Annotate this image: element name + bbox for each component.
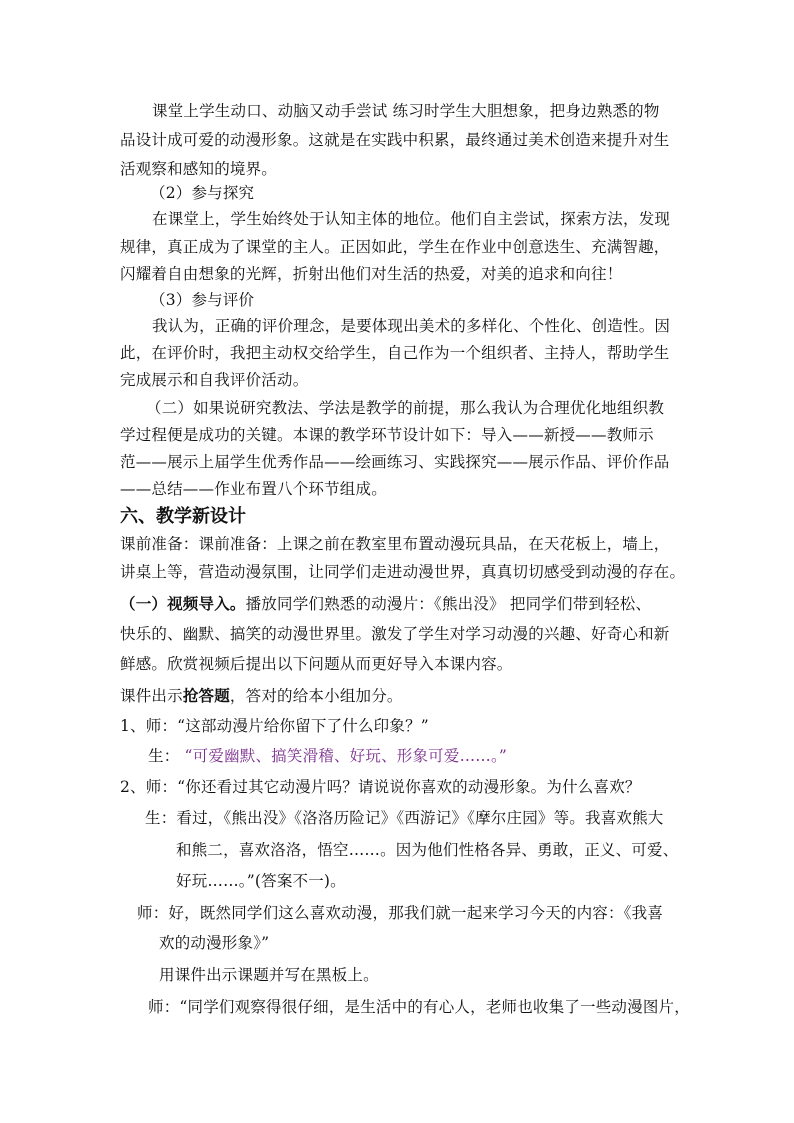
q1-teacher: 1、师：“这部动漫片给你留下了什么印象？” xyxy=(120,717,429,735)
q2-student-line2: 和熊二，喜欢洛洛，悟空……。因为他们性格各异、勇敢，正义、可爱、 xyxy=(176,841,679,859)
quiz-pre: 课件出示 xyxy=(120,687,183,705)
para1-line1: 课堂上学生动口、动脑又动手尝试 练习时学生大胆想象，把身边熟悉的物 xyxy=(152,102,660,120)
para4-line2: 学过程便是成功的关键。本课的教学环节设计如下：导入——新授——教师示 xyxy=(120,426,654,444)
subheading-participate-evaluate: （3）参与评价 xyxy=(150,291,255,309)
para3-line3: 完成展示和自我评价活动。 xyxy=(120,371,309,389)
teacher3-line1: 师：好，既然同学们这么喜欢动漫，那我们就一起来学习今天的内容：《我喜 xyxy=(137,904,664,922)
para4-line4: ——总结——作业布置八个环节组成。 xyxy=(120,480,387,498)
intro-line2: 快乐的、幽默、搞笑的动漫世界里。激发了学生对学习动漫的兴趣、好奇心和新 xyxy=(120,625,670,643)
para2-line2: 规律，真正成为了课堂的主人。正因如此，学生在作业中创意迭生、充满智趣， xyxy=(120,238,670,256)
q1-student-answer: “可爱幽默、搞笑滑稽、好玩、形象可爱……。” xyxy=(184,747,508,765)
teacher3-line2: 欢的动漫形象》” xyxy=(159,934,270,952)
q1-student-label: 生： xyxy=(148,747,180,765)
section-heading-new-design: 六、教学新设计 xyxy=(120,506,246,527)
q1-student xyxy=(148,746,507,766)
para3-line1: 我认为，正确的评价理念，是要体现出美术的多样化、个性化、创造性。因 xyxy=(152,317,671,335)
q2-student-line3: 好玩……。”(答案不一)。 xyxy=(176,872,346,890)
intro-line1-text: 播放同学们熟悉的动漫片：《熊出没》 把同学们带到轻松、 xyxy=(245,595,652,613)
intro-line3: 鲜感。欣赏视频后提出以下问题从而更好导入本课内容。 xyxy=(120,655,513,673)
para4-line3: 范——展示上届学生优秀作品——绘画练习、实践探究——展示作品、评价作品 xyxy=(120,453,670,471)
teacher4-line1: 师：“同学们观察得很仔细，是生活中的有心人，老师也收集了一些动漫图片， xyxy=(148,998,690,1016)
para2-line3: 闪耀着自由想象的光辉，折射出他们对生活的热爱，对美的追求和向往！ xyxy=(120,265,623,283)
para1-line2: 品设计成可爱的动漫形象。这就是在实践中积累，最终通过美术创造来提升对生 xyxy=(120,131,670,149)
quiz-line xyxy=(120,686,403,706)
para1-line3: 活观察和感知的境界。 xyxy=(120,160,278,178)
para4-line1: （二）如果说研究教法、学法是教学的前提，那么我认为合理优化地组织教 xyxy=(146,399,665,417)
para2-line1: 在课堂上，学生始终处于认知主体的地位。他们自主尝试，探索方法，发现 xyxy=(152,210,671,228)
intro-line1 xyxy=(120,594,651,614)
subheading-participate-explore: （2）参与探究 xyxy=(150,184,255,202)
prep-line1: 课前准备：课前准备：上课之前在教室里布置动漫玩具品，在天花板上，墙上， xyxy=(120,535,670,553)
intro-label: （一）视频导入。 xyxy=(120,594,246,613)
quiz-bold: 抢答题 xyxy=(182,686,230,705)
q2-student-line1: 生：看过，《熊出没》《洛洛历险记》《西游记》《摩尔庄园》等。我喜欢熊大 xyxy=(145,809,664,827)
q2-teacher: 2、师：“你还看过其它动漫片吗？请说说你喜欢的动漫形象。为什么喜欢？ xyxy=(120,778,641,796)
para3-line2: 此，在评价时，我把主动权交给学生，自己作为一个组织者、主持人，帮助学生 xyxy=(120,344,670,362)
board-line: 用课件出示课题并写在黑板上。 xyxy=(159,966,379,984)
quiz-post: ，答对的给本小组加分。 xyxy=(229,687,403,705)
prep-line2: 讲桌上等，营造动漫氛围，让同学们走进动漫世界，真真切切感受到动漫的存在。 xyxy=(120,563,686,581)
